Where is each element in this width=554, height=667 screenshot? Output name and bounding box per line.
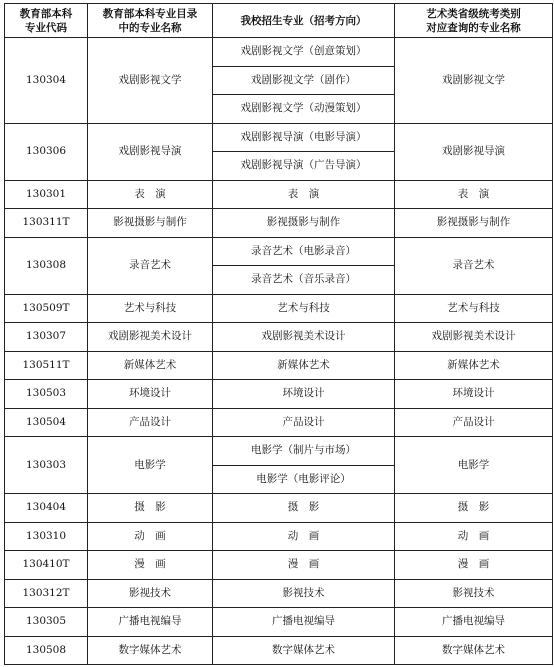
direction-cell: 戏剧影视导演（电影导演） [213, 123, 395, 152]
table-row [5, 636, 553, 665]
exam-name-cell: 产品设计 [395, 408, 553, 437]
table-row [5, 551, 553, 580]
catalog-name-cell: 表 演 [88, 180, 213, 209]
header-exam-name: 艺术类省级统考类别 对应查询的专业名称 [395, 4, 553, 38]
major-table [4, 3, 553, 665]
catalog-name-cell: 影视摄影与制作 [88, 209, 213, 238]
major-code-cell: 130312T [5, 579, 88, 608]
header-code: 教育部本科 专业代码 [5, 4, 88, 38]
table-row [5, 38, 553, 67]
catalog-name-cell: 产品设计 [88, 408, 213, 437]
major-code-cell: 130508 [5, 636, 88, 665]
exam-name-cell: 新媒体艺术 [395, 351, 553, 380]
table-row [5, 180, 553, 209]
exam-name-cell: 漫 画 [395, 551, 553, 580]
table-row [5, 351, 553, 380]
direction-cell: 戏剧影视文学（动漫策划） [213, 95, 395, 124]
table-row [5, 579, 553, 608]
header-row [5, 4, 553, 38]
major-code-cell: 130301 [5, 180, 88, 209]
catalog-name-cell: 录音艺术 [88, 237, 213, 294]
catalog-name-cell: 数字媒体艺术 [88, 636, 213, 665]
direction-cell: 漫 画 [213, 551, 395, 580]
table-row [5, 294, 553, 323]
exam-name-cell: 影视技术 [395, 579, 553, 608]
exam-name-cell: 戏剧影视导演 [395, 123, 553, 180]
catalog-name-cell: 戏剧影视美术设计 [88, 323, 213, 352]
direction-cell: 影视摄影与制作 [213, 209, 395, 238]
table-row [5, 494, 553, 523]
catalog-name-cell: 影视技术 [88, 579, 213, 608]
direction-cell: 摄 影 [213, 494, 395, 523]
direction-cell: 戏剧影视导演（广告导演） [213, 152, 395, 181]
direction-cell: 产品设计 [213, 408, 395, 437]
table-row [5, 323, 553, 352]
major-code-cell: 130311T [5, 209, 88, 238]
catalog-name-cell: 新媒体艺术 [88, 351, 213, 380]
major-code-cell: 130308 [5, 237, 88, 294]
direction-cell: 电影学（电影评论） [213, 465, 395, 494]
major-code-cell: 130307 [5, 323, 88, 352]
exam-name-cell: 环境设计 [395, 380, 553, 409]
major-code-cell: 130511T [5, 351, 88, 380]
exam-name-cell: 动 画 [395, 522, 553, 551]
catalog-name-cell: 广播电视编导 [88, 608, 213, 637]
exam-name-cell: 电影学 [395, 437, 553, 494]
exam-name-cell: 摄 影 [395, 494, 553, 523]
table-row [5, 209, 553, 238]
table-row [5, 522, 553, 551]
major-code-cell: 130410T [5, 551, 88, 580]
major-code-cell: 130509T [5, 294, 88, 323]
catalog-name-cell: 摄 影 [88, 494, 213, 523]
major-code-cell: 130305 [5, 608, 88, 637]
exam-name-cell: 数字媒体艺术 [395, 636, 553, 665]
direction-cell: 戏剧影视文学（创意策划） [213, 38, 395, 67]
catalog-name-cell: 艺术与科技 [88, 294, 213, 323]
table-row [5, 380, 553, 409]
exam-name-cell: 广播电视编导 [395, 608, 553, 637]
major-code-cell: 130304 [5, 38, 88, 124]
major-code-cell: 130306 [5, 123, 88, 180]
direction-cell: 数字媒体艺术 [213, 636, 395, 665]
header-catalog-name: 教育部本科专业目录 中的专业名称 [88, 4, 213, 38]
direction-cell: 戏剧影视美术设计 [213, 323, 395, 352]
direction-cell: 电影学（制片与市场） [213, 437, 395, 466]
table-row [5, 237, 553, 266]
exam-name-cell: 戏剧影视文学 [395, 38, 553, 124]
direction-cell: 表 演 [213, 180, 395, 209]
table-row [5, 408, 553, 437]
direction-cell: 艺术与科技 [213, 294, 395, 323]
table-row [5, 123, 553, 152]
catalog-name-cell: 电影学 [88, 437, 213, 494]
direction-cell: 戏剧影视文学（剧作） [213, 66, 395, 95]
direction-cell: 动 画 [213, 522, 395, 551]
exam-name-cell: 艺术与科技 [395, 294, 553, 323]
major-code-cell: 130310 [5, 522, 88, 551]
direction-cell: 录音艺术（音乐录音） [213, 266, 395, 295]
catalog-name-cell: 漫 画 [88, 551, 213, 580]
exam-name-cell: 表 演 [395, 180, 553, 209]
exam-name-cell: 录音艺术 [395, 237, 553, 294]
catalog-name-cell: 戏剧影视文学 [88, 38, 213, 124]
direction-cell: 新媒体艺术 [213, 351, 395, 380]
catalog-name-cell: 环境设计 [88, 380, 213, 409]
major-code-cell: 130303 [5, 437, 88, 494]
direction-cell: 广播电视编导 [213, 608, 395, 637]
major-code-cell: 130503 [5, 380, 88, 409]
direction-cell: 影视技术 [213, 579, 395, 608]
major-code-cell: 130404 [5, 494, 88, 523]
direction-cell: 录音艺术（电影录音） [213, 237, 395, 266]
catalog-name-cell: 动 画 [88, 522, 213, 551]
direction-cell: 环境设计 [213, 380, 395, 409]
major-code-cell: 130504 [5, 408, 88, 437]
catalog-name-cell: 戏剧影视导演 [88, 123, 213, 180]
table-row [5, 608, 553, 637]
exam-name-cell: 影视摄影与制作 [395, 209, 553, 238]
table-row [5, 437, 553, 466]
exam-name-cell: 戏剧影视美术设计 [395, 323, 553, 352]
header-school-major: 我校招生专业（招考方向） [213, 4, 395, 38]
